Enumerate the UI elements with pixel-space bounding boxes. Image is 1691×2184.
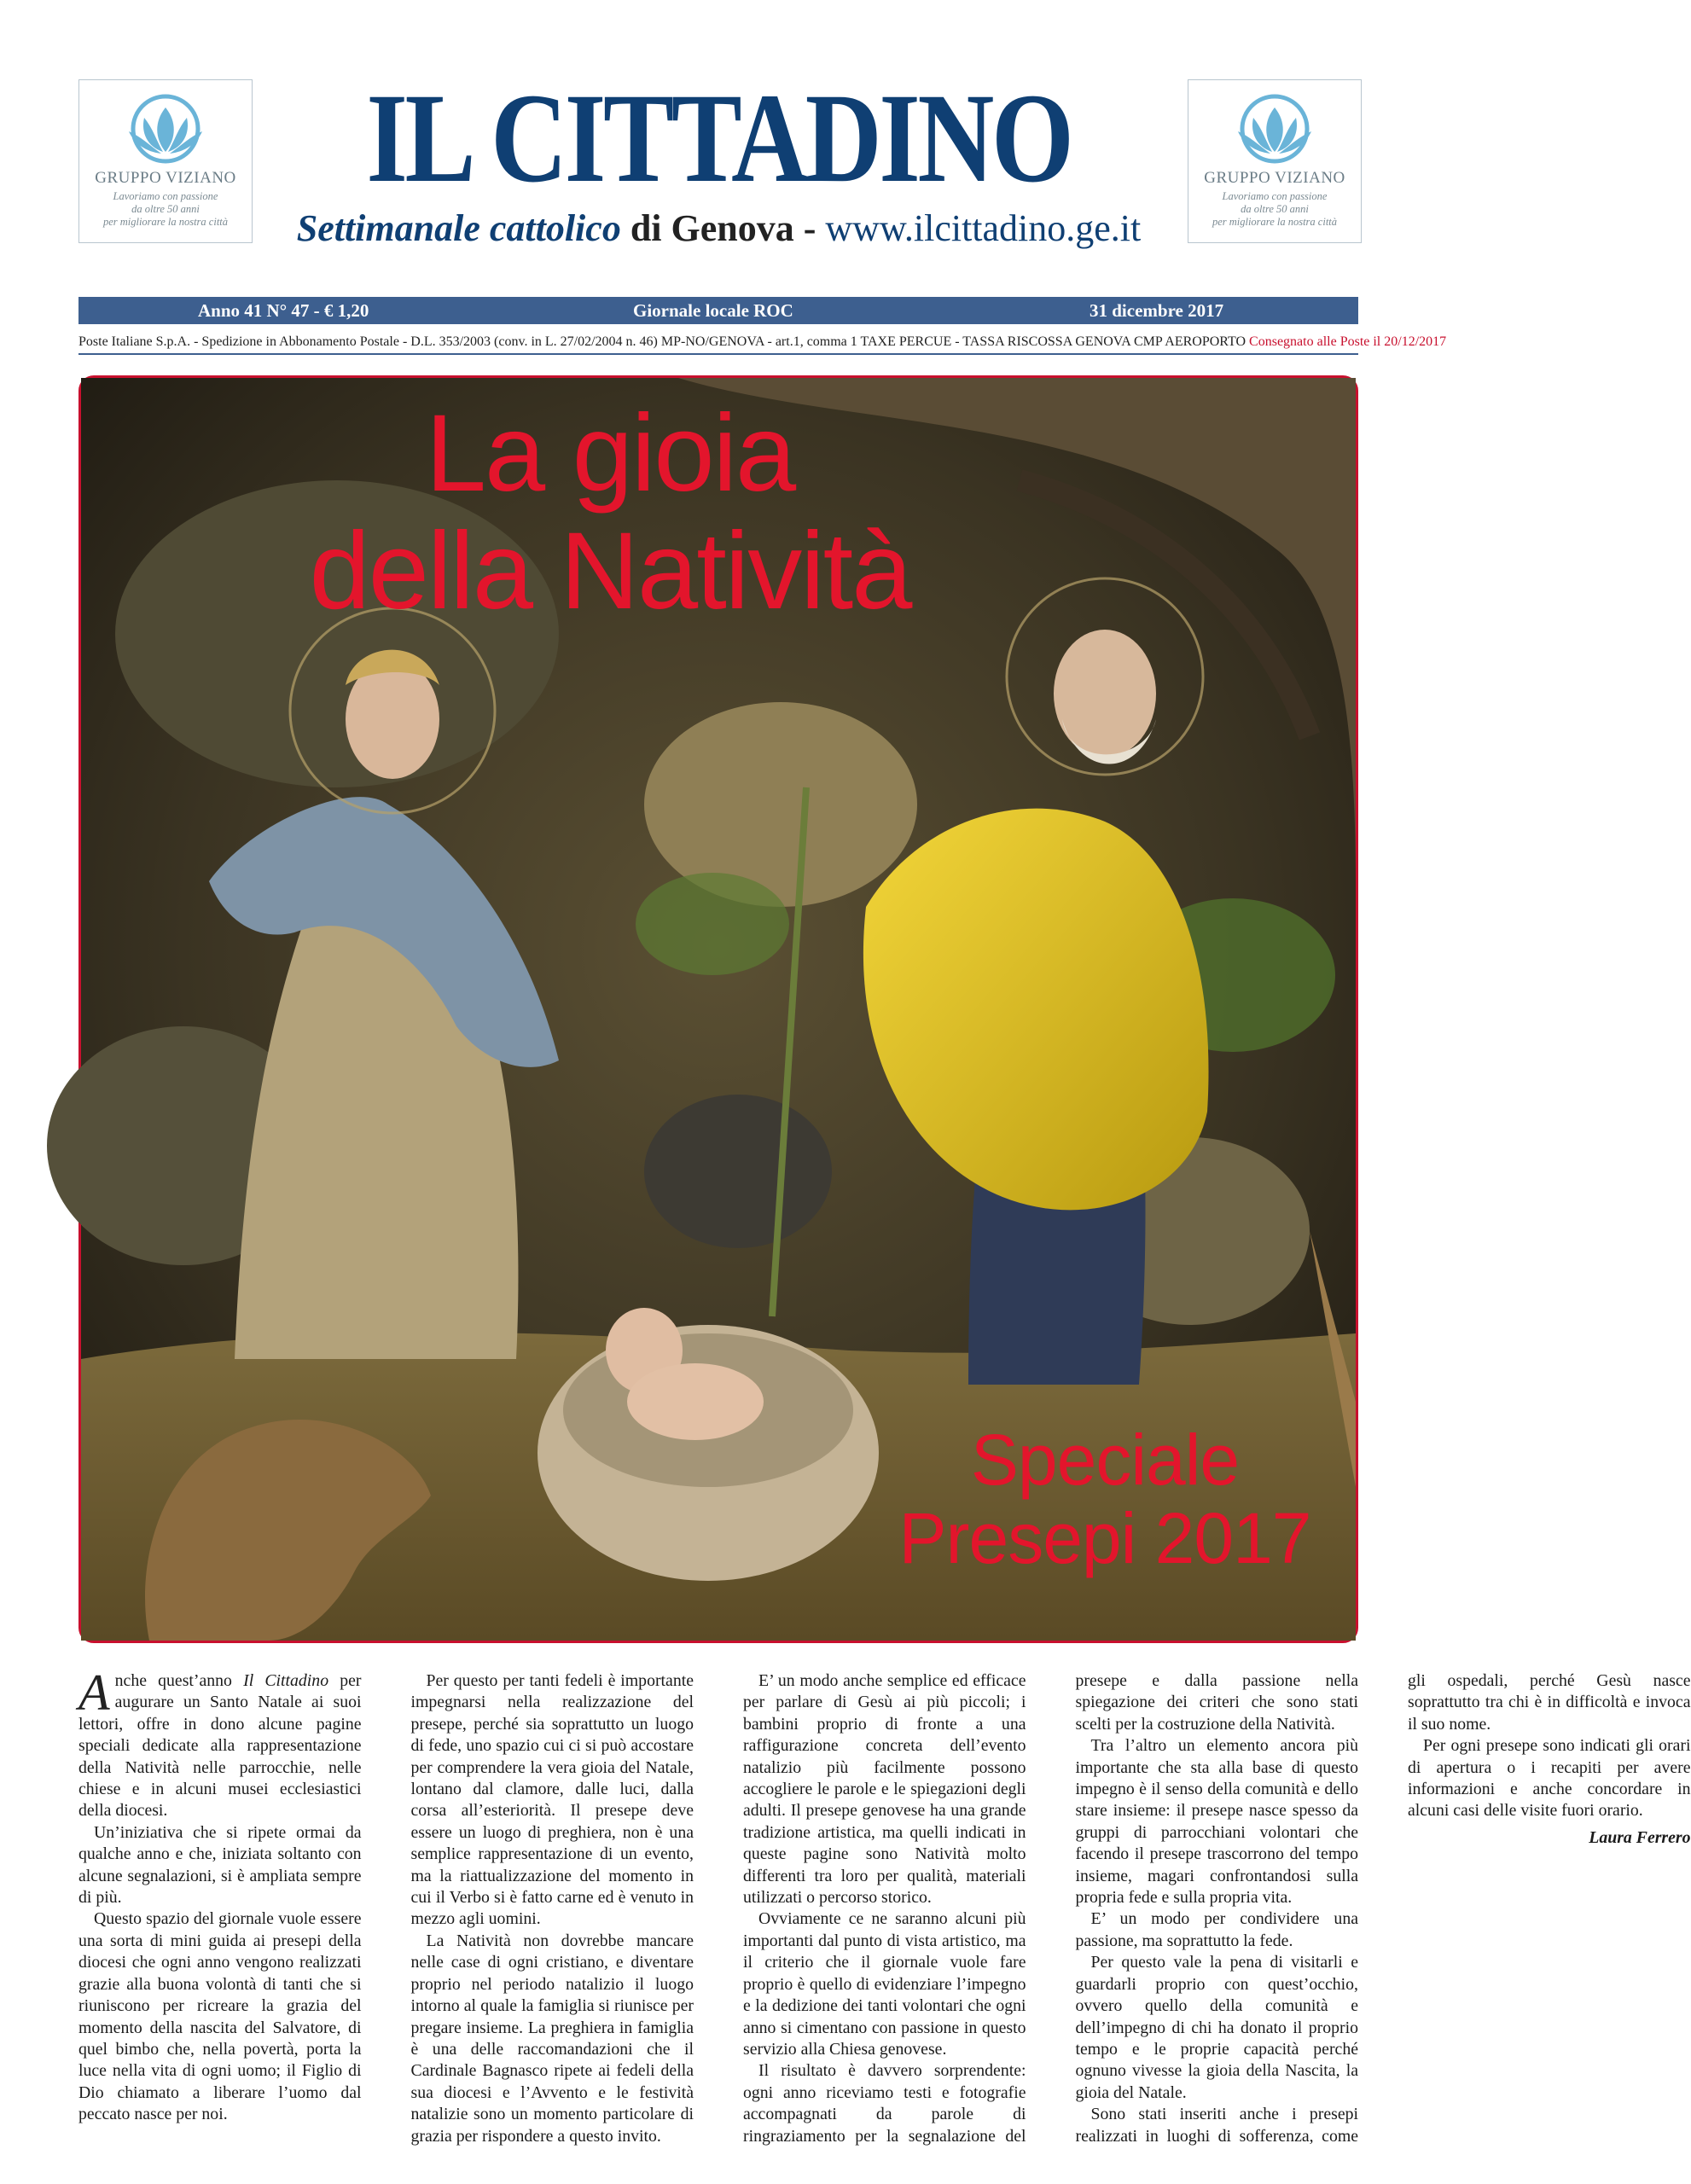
ad-brand: GRUPPO VIZIANO — [95, 169, 236, 187]
article-paragraph: Sono stati inseriti anche i presepi realizzati in luoghi di sofferenza, come gli ospedali, perché Gesù nasce soprattutto tra chi è in difficoltà e invoca il suo nome. — [1075, 1671, 1691, 2146]
delivery-date: Consegnato alle Poste il 20/12/2017 — [1249, 334, 1447, 349]
cover-headline: La gioia della Natività — [309, 392, 911, 632]
article-paragraph: La Natività non dovrebbe mancare nelle case di ogni cristiano, e diventare proprio nel periodo natalizio il luogo intorno al quale la famiglia si riunisce per pregare insieme. La preghiera in famiglia è una delle raccomandazioni che il Cardinale Bagnasco ripete ai fedeli della sua diocesi e l’Avvento e le festività natalizie sono un momento particolare di grazia per rispondere a questo invito. — [410, 1931, 694, 2146]
nativity-cover-photo — [78, 375, 1358, 1643]
newspaper-title: IL CITTADINO — [366, 67, 1072, 209]
roc-label: Giornale locale ROC — [633, 300, 793, 321]
article-paragraph: Tra l’altro un elemento ancora più importante che sta alla base di questo impegno è il senso della comunità e dello stare insieme: il presepe nasce spesso da gruppi di parrocchiani volontari che facendo il presepe trascorrono del tempo insieme, magari confrontandosi sulla propria fede e sulla propria vita. — [1075, 1736, 1358, 1908]
masthead — [273, 67, 1165, 251]
postal-notice: Poste Italiane S.p.A. - Spedizione in Abbonamento Postale - D.L. 353/2003 (conv. in L. 27/02/2004 n. 46) MP-NO/GENOVA - art.1, comma 1 TAXE PERCUE - TASSA RISCOSSA GENOVA CMP AEROPORTO Consegnato alle Poste il 20/12/2017 — [78, 331, 1358, 355]
masthead-subtitle: Settimanale cattolico di Genova - www.ilcittadino.ge.it — [296, 207, 1142, 249]
ad-gruppo-viziano-left[interactable] — [78, 79, 253, 243]
lotus-logo-icon — [110, 92, 221, 166]
article-paragraph: Per questo vale la pena di visitarli e guardarli proprio con quest’occhio, ovvero quello della comunità e dell’impegno di chi ha donato il proprio tempo e le proprie capacità perché ognuno vivesse la gioia della Nascita, la gioia del Natale. — [1075, 1953, 1358, 2102]
article-paragraph: Ovviamente ce ne saranno alcuni più importanti dal punto di vista artistico, ma il criterio che il giornale vuole fare proprio è quello di evidenziare l’impegno e la dedizione dei tanti volontari che ogni anno si cimentano con passione in questo servizio alla Chiesa genovese. — [743, 1909, 1026, 2059]
article-paragraph: Per questo per tanti fedeli è importante impegnarsi nella realizzazione del presepe, perché sia soprattutto un luogo di fede, uno spazio cui ci si può accostare per comprendere la vera gioia del Natale, lontano dal clamore, dalle luci, dalla corsa all’esteriorità. Il presepe deve essere un luogo di preghiera, non è una semplice rappresentazione di un evento, ma la riattualizzazione del momento in cui il Verbo si è fatto carne ed è venuto in mezzo agli uomini. — [410, 1671, 694, 1929]
ad-tagline: Lavoriamo con passione da oltre 50 anni per migliorare la nostra città — [102, 190, 229, 228]
ad-gruppo-viziano-right[interactable] — [1188, 79, 1362, 243]
website-link[interactable]: www.ilcittadino.ge.it — [825, 207, 1142, 249]
article-paragraph: Per ogni presepe sono indicati gli orari di apertura o i recapiti per avere informazioni e anche concordare in alcuni casi delle visite fuori orario. — [1408, 1736, 1691, 1821]
ad-tagline: Lavoriamo con passione da oltre 50 anni per migliorare la nostra città — [1212, 190, 1338, 228]
ad-brand: GRUPPO VIZIANO — [1204, 169, 1345, 187]
lotus-logo-icon — [1219, 92, 1330, 166]
editorial-article — [78, 1664, 1691, 2148]
article-paragraph: Questo spazio del giornale vuole essere una sorta di mini guida ai presepi della diocesi che ogni anno vengono realizzati grazie alla buona volontà di tanti che si riuniscono per ricreare la grazia del momento della nascita del Salvatore, di quel bimbo che, nella povertà, porta la luce nella vita di ogni uomo; il Figlio di Dio chiamato a liberare l’uomo dal peccato nasce per noi. — [78, 1909, 362, 2124]
issue-number: Anno 41 N° 47 - € 1,20 — [198, 300, 369, 321]
cover-special-label: Speciale Presepi 2017 — [898, 1420, 1311, 1578]
author-signature: Laura Ferrero — [1589, 1827, 1691, 1847]
issue-date: 31 dicembre 2017 — [1090, 300, 1224, 321]
issue-info-bar — [78, 297, 1358, 324]
article-paragraph: E’ un modo per condividere una passione, ma soprattutto la fede. — [1075, 1909, 1358, 1950]
drop-cap: A — [78, 1664, 110, 1721]
article-paragraph: Anche quest’anno Il Cittadino per augurare un Santo Natale ai suoi lettori, offre in dono alcune pagine speciali dedicate alla rappresentazione della Natività nelle parrocchie, nelle chiese e in alcuni musei ecclesiastici della diocesi. — [78, 1664, 362, 1821]
article-paragraph: E’ un modo anche semplice ed efficace per parlare di Gesù ai più piccoli; i bambini proprio di fronte a una raffigurazione concreta dell’evento natalizio più facilmente possono accogliere le parole e le spiegazioni degli adulti. Il presepe genovese ha una grande tradizione artistica, ma quelli indicati in queste pagine sono Natività molto differenti tra loro per qualità, materiali utilizzati o percorso storico. — [743, 1671, 1026, 1908]
article-paragraph: Il risultato è davvero sorprendente: ogni anno riceviamo testi e fotografie accompagnati da parole di ringraziamento per la segnalazione del presepe e dalla passione nella spiegazione dei criteri che sono stati scelti per la costruzione della Natività. — [743, 1671, 1358, 2146]
article-paragraph: Un’iniziativa che si ripete ormai da qualche anno e che, iniziata soltanto con alcune segnalazioni, si è ampliata sempre di più. — [78, 1822, 362, 1908]
